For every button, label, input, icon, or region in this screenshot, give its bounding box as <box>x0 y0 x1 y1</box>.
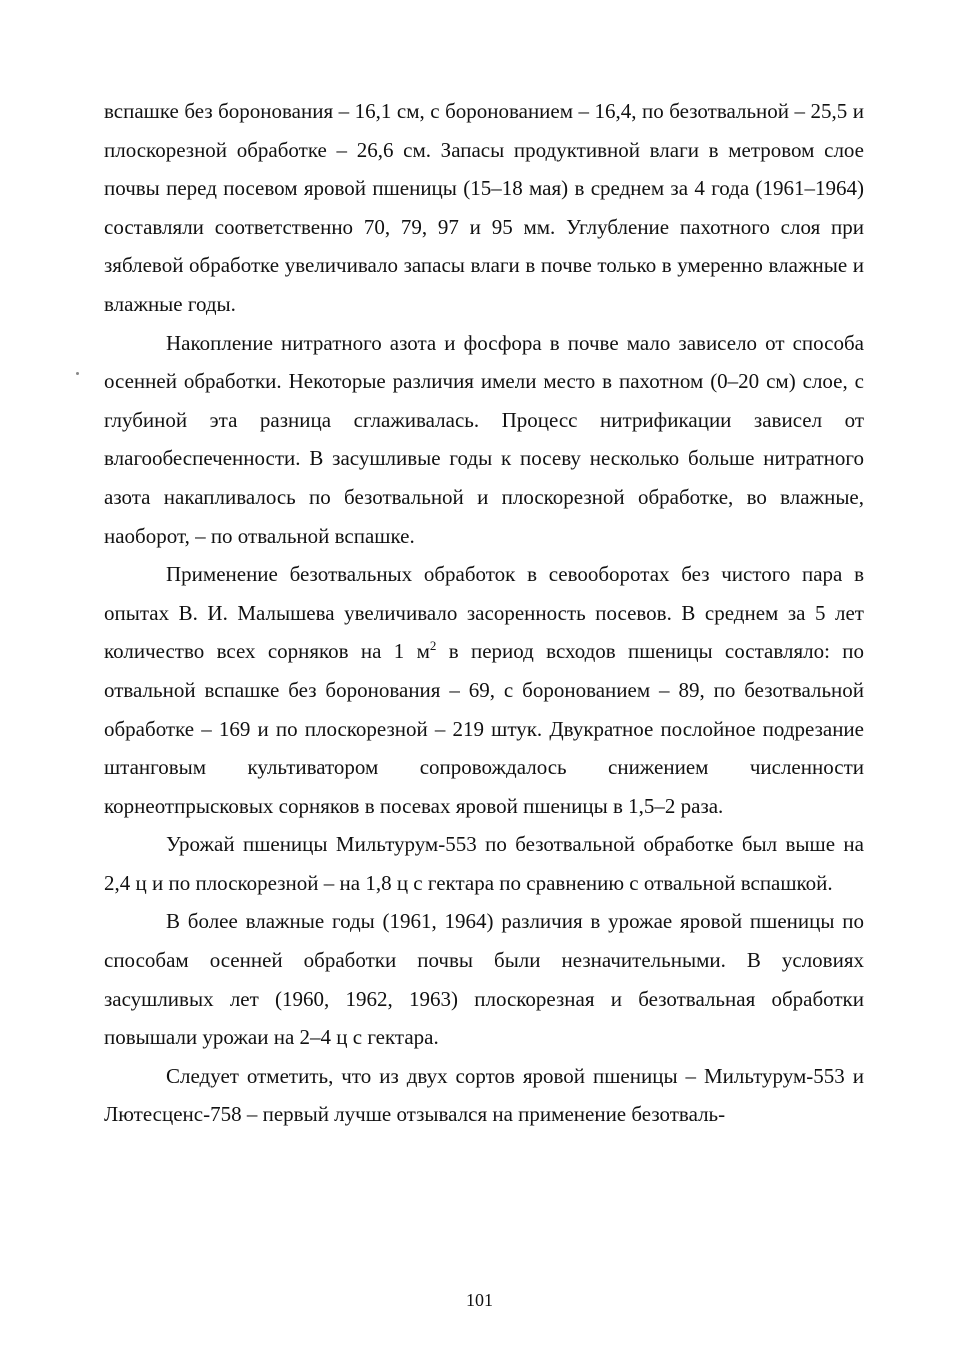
paragraph-6: Следует отметить, что из двух сортов яровой пшеницы – Мильтурум-553 и Лютесценс-758 – первый лучше отзывался на применение безотваль- <box>104 1063 864 1127</box>
paragraph-2: Накопление нитратного азота и фосфора в почве мало зависело от способа осенней обработки. Некоторые различия имели место в пахотном (0–20 см) слое, с глубиной эта разница сглаживалась. Процесс нитрификации зависел от влагообеспеченности. В засушливые годы к посеву несколько больше нитратного азота накапливалось по безотвальной и плоскорезной обработке, во влажные, наоборот, – по отвальной вспашке. <box>104 330 864 548</box>
paragraph-3-part-1: Применение безотвальных обработок в севооборотах без чистого пара в опытах В. И. Малышева увеличивало засоренность посевов. В среднем за 5 лет количество всех сорняков на 1 м <box>104 562 864 664</box>
paragraph-5: В более влажные годы (1961, 1964) различия в урожае яровой пшеницы по способам осенней обработки почвы были незначительными. В условиях засушливых лет (1960, 1962, 1963) плоскорезная и безотвальная обработки повышали урожаи на 2–4 ц с гектара. <box>104 909 864 1050</box>
paragraph-4: Урожай пшеницы Мильтурум-553 по безотвальной обработке был выше на 2,4 ц и по плоскорезной – на 1,8 ц с гектара по сравнению с отвальной вспашкой. <box>104 832 864 895</box>
paragraph-3 <box>104 555 864 825</box>
scan-speck <box>76 372 79 375</box>
page-body <box>104 92 864 1134</box>
superscript-2: 2 <box>429 638 437 654</box>
paragraph-3-part-2: в период всходов пшеницы составляло: по отвальной вспашке без боронования – 69, с боронованием – 89, по безотвальной обработке – 169 и по плоскорезной – 219 штук. Двукратное послойное подрезание штанговым культиватором сопровождалось снижением численности корнеотпрысковых сорняков в посевах яровой пшеницы в 1,5–2 раза. <box>104 639 864 818</box>
paragraph-1: вспашке без боронования – 16,1 см, с боронованием – 16,4, по безотвальной – 25,5 и плоскорезной обработке – 26,6 см. Запасы продуктивной влаги в метровом слое почвы перед посевом яровой пшеницы (15–18 мая) в среднем за 4 года (1961–1964) составляли соответственно 70, 79, 97 и 95 мм. Углубление пахотного слоя при зяблевой обработке увеличивало запасы влаги в почве только в умеренно влажные и влажные годы. <box>104 99 864 316</box>
page-number: 101 <box>466 1290 493 1310</box>
